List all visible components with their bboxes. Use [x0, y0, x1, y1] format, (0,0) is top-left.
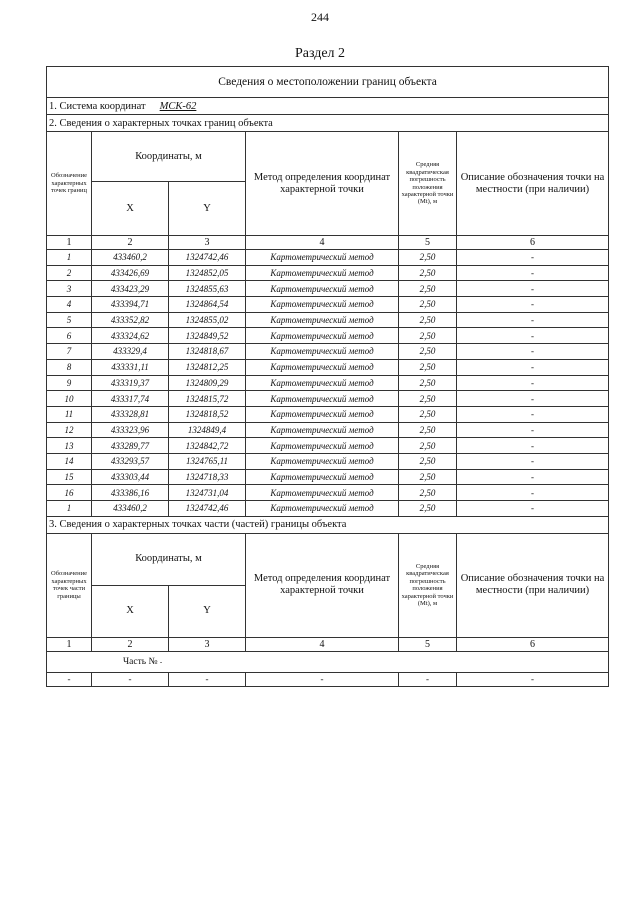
- header-x: X: [92, 585, 169, 637]
- empty-cell: -: [457, 672, 609, 686]
- coord-y: 1324731,04: [169, 485, 246, 501]
- coord-x: 433426,69: [92, 265, 169, 281]
- part-empty-row: [47, 672, 609, 686]
- accuracy: 2,50: [399, 453, 457, 469]
- method: Картометрический метод: [246, 297, 399, 313]
- point-number: 1: [47, 501, 92, 517]
- header-y: Y: [169, 585, 246, 637]
- accuracy: 2,50: [399, 265, 457, 281]
- point-number: 4: [47, 297, 92, 313]
- col-number: 1: [47, 236, 92, 250]
- table-row: [47, 485, 609, 501]
- description: -: [457, 250, 609, 266]
- description: -: [457, 469, 609, 485]
- description: -: [457, 265, 609, 281]
- empty-cell: -: [47, 672, 92, 686]
- col-number: 3: [169, 236, 246, 250]
- point-number: 10: [47, 391, 92, 407]
- header-description: Описание обозначения точки на местности (при наличии): [457, 132, 609, 236]
- description: -: [457, 453, 609, 469]
- coord-y: 1324852,05: [169, 265, 246, 281]
- method: Картометрический метод: [246, 250, 399, 266]
- col-number: 6: [457, 637, 609, 651]
- header-x: X: [92, 182, 169, 236]
- coord-x: 433460,2: [92, 250, 169, 266]
- method: Картометрический метод: [246, 344, 399, 360]
- accuracy: 2,50: [399, 312, 457, 328]
- method: Картометрический метод: [246, 265, 399, 281]
- col-number: 5: [399, 637, 457, 651]
- description: -: [457, 422, 609, 438]
- header-method: Метод определения координат характерной точки: [246, 533, 399, 637]
- table-row: [47, 312, 609, 328]
- coord-y: 1324818,67: [169, 344, 246, 360]
- accuracy: 2,50: [399, 501, 457, 517]
- accuracy: 2,50: [399, 297, 457, 313]
- section2-title: 2. Сведения о характерных точках границ объекта: [47, 115, 609, 132]
- col-number: 6: [457, 236, 609, 250]
- section3-title: 3. Сведения о характерных точках части (частей) границы объекта: [47, 516, 609, 533]
- table-row: [47, 328, 609, 344]
- point-number: 9: [47, 375, 92, 391]
- coord-x: 433394,71: [92, 297, 169, 313]
- header-description: Описание обозначения точки на местности (при наличии): [457, 533, 609, 637]
- description: -: [457, 344, 609, 360]
- coord-x: 433423,29: [92, 281, 169, 297]
- col-number: 3: [169, 637, 246, 651]
- coord-x: 433317,74: [92, 391, 169, 407]
- header-point-label: Обозначение характерных точек границ: [47, 132, 92, 236]
- point-number: 1: [47, 250, 92, 266]
- coord-x: 433352,82: [92, 312, 169, 328]
- point-number: 5: [47, 312, 92, 328]
- header-y: Y: [169, 182, 246, 236]
- coord-system-row: [47, 98, 609, 115]
- table-row: [47, 250, 609, 266]
- coord-x: 433460,2: [92, 501, 169, 517]
- accuracy: 2,50: [399, 406, 457, 422]
- column-numbers-row: [47, 637, 609, 651]
- description: -: [457, 359, 609, 375]
- description: -: [457, 312, 609, 328]
- accuracy: 2,50: [399, 359, 457, 375]
- part-label-cell: [47, 651, 609, 672]
- method: Картометрический метод: [246, 485, 399, 501]
- accuracy: 2,50: [399, 391, 457, 407]
- page-number: 244: [311, 10, 329, 24]
- col-number: 5: [399, 236, 457, 250]
- method: Картометрический метод: [246, 438, 399, 454]
- method: Картометрический метод: [246, 469, 399, 485]
- coord-x: 433319,37: [92, 375, 169, 391]
- table-row: [47, 297, 609, 313]
- table-row: [47, 422, 609, 438]
- header-point-label-part: Обозначение характерных точек части границы: [47, 533, 92, 637]
- header-method: Метод определения координат характерной точки: [246, 132, 399, 236]
- table-row: [47, 281, 609, 297]
- table-row: [47, 391, 609, 407]
- coord-y: 1324742,46: [169, 501, 246, 517]
- description: -: [457, 485, 609, 501]
- table-row: [47, 438, 609, 454]
- description: -: [457, 281, 609, 297]
- point-number: 7: [47, 344, 92, 360]
- col-number: 2: [92, 637, 169, 651]
- description: -: [457, 391, 609, 407]
- empty-cell: -: [92, 672, 169, 686]
- empty-cell: -: [246, 672, 399, 686]
- coord-x: 433328,81: [92, 406, 169, 422]
- part-label: Часть №: [123, 656, 158, 667]
- method: Картометрический метод: [246, 453, 399, 469]
- point-number: 6: [47, 328, 92, 344]
- point-number: 14: [47, 453, 92, 469]
- coord-y: 1324742,46: [169, 250, 246, 266]
- method: Картометрический метод: [246, 501, 399, 517]
- col-number: 1: [47, 637, 92, 651]
- table-title: Сведения о местоположении границ объекта: [47, 67, 609, 98]
- col-number: 4: [246, 637, 399, 651]
- method: Картометрический метод: [246, 312, 399, 328]
- method: Картометрический метод: [246, 391, 399, 407]
- point-number: 12: [47, 422, 92, 438]
- coord-x: 433303,44: [92, 469, 169, 485]
- method: Картометрический метод: [246, 328, 399, 344]
- coord-y: 1324718,33: [169, 469, 246, 485]
- col-number: 2: [92, 236, 169, 250]
- coord-y: 1324842,72: [169, 438, 246, 454]
- accuracy: 2,50: [399, 250, 457, 266]
- coord-y: 1324818,52: [169, 406, 246, 422]
- section-title: Раздел 2: [294, 46, 346, 61]
- coord-y: 1324855,02: [169, 312, 246, 328]
- method: Картометрический метод: [246, 359, 399, 375]
- table-row: [47, 344, 609, 360]
- coord-x: 433331,11: [92, 359, 169, 375]
- method: Картометрический метод: [246, 281, 399, 297]
- coord-x: 433323,96: [92, 422, 169, 438]
- coord-x: 433293,57: [92, 453, 169, 469]
- coord-x: 433289,77: [92, 438, 169, 454]
- point-number: 8: [47, 359, 92, 375]
- description: -: [457, 438, 609, 454]
- accuracy: 2,50: [399, 375, 457, 391]
- method: Картометрический метод: [246, 375, 399, 391]
- description: -: [457, 501, 609, 517]
- table-row: [47, 453, 609, 469]
- table-row: [47, 265, 609, 281]
- description: -: [457, 406, 609, 422]
- coord-y: 1324864,54: [169, 297, 246, 313]
- coord-y: 1324855,63: [169, 281, 246, 297]
- accuracy: 2,50: [399, 328, 457, 344]
- coord-y: 1324849,4: [169, 422, 246, 438]
- col-number: 4: [246, 236, 399, 250]
- coord-y: 1324815,72: [169, 391, 246, 407]
- description: -: [457, 297, 609, 313]
- method: Картометрический метод: [246, 406, 399, 422]
- coord-x: 433324,62: [92, 328, 169, 344]
- coord-system-label: 1. Система координат: [49, 100, 146, 112]
- description: -: [457, 328, 609, 344]
- header-coordinates: Координаты, м: [92, 132, 246, 182]
- accuracy: 2,50: [399, 344, 457, 360]
- table-row: [47, 406, 609, 422]
- point-number: 13: [47, 438, 92, 454]
- accuracy: 2,50: [399, 438, 457, 454]
- part-number: -: [159, 657, 163, 666]
- accuracy: 2,50: [399, 469, 457, 485]
- part-row: [47, 651, 609, 672]
- point-number: 2: [47, 265, 92, 281]
- column-numbers-row: [47, 236, 609, 250]
- table-row: [47, 359, 609, 375]
- coord-system-value: МСК-62: [159, 100, 197, 112]
- header-accuracy: Средняя квадратическая погрешность положения характерной точки (Mt), м: [399, 533, 457, 637]
- table-row: [47, 375, 609, 391]
- coord-x: 433329,4: [92, 344, 169, 360]
- accuracy: 2,50: [399, 281, 457, 297]
- coord-y: 1324849,52: [169, 328, 246, 344]
- coord-y: 1324809,29: [169, 375, 246, 391]
- accuracy: 2,50: [399, 422, 457, 438]
- point-number: 16: [47, 485, 92, 501]
- header-accuracy: Средняя квадратическая погрешность положения характерной точки (Mt), м: [399, 132, 457, 236]
- header-coordinates: Координаты, м: [92, 533, 246, 585]
- coord-y: 1324765,11: [169, 453, 246, 469]
- boundaries-table: [46, 66, 609, 687]
- point-number: 11: [47, 406, 92, 422]
- coord-y: 1324812,25: [169, 359, 246, 375]
- point-number: 15: [47, 469, 92, 485]
- empty-cell: -: [169, 672, 246, 686]
- table-row: [47, 501, 609, 517]
- empty-cell: -: [399, 672, 457, 686]
- description: -: [457, 375, 609, 391]
- point-number: 3: [47, 281, 92, 297]
- table-row: [47, 469, 609, 485]
- accuracy: 2,50: [399, 485, 457, 501]
- method: Картометрический метод: [246, 422, 399, 438]
- coord-x: 433386,16: [92, 485, 169, 501]
